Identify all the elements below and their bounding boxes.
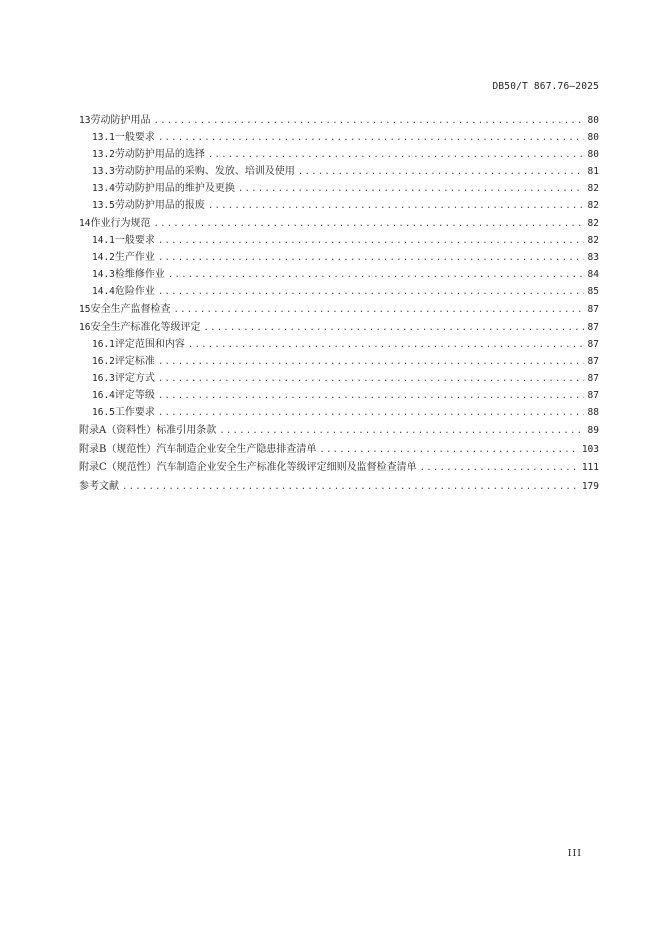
toc-dot-leader [158, 233, 584, 250]
toc-entry-number: 14.1 [92, 234, 115, 246]
toc-entry[interactable] [79, 423, 599, 440]
toc-entry-page: 80 [587, 131, 599, 143]
toc-entry-number: 13 [79, 115, 91, 126]
toc-entry[interactable] [79, 405, 599, 422]
toc-dot-leader [158, 388, 584, 405]
toc-entry-page: 82 [587, 182, 599, 194]
toc-dot-leader [158, 354, 584, 371]
toc-entry[interactable] [79, 320, 599, 337]
toc-entry-title: 标准引用条款 [156, 425, 217, 437]
toc-entry[interactable] [79, 337, 599, 354]
toc-entry[interactable] [79, 147, 599, 164]
toc-entry-title: 劳动防护用品的报废 [114, 199, 205, 211]
toc-entry-page: 87 [587, 373, 599, 385]
toc-dot-leader [122, 479, 579, 496]
toc-entry-title: 危险作业 [114, 285, 155, 297]
toc-entry-title: 劳动防护用品的采购、发放、培训及使用 [114, 165, 295, 177]
toc-entry-page: 87 [587, 356, 599, 368]
document-code: DB50/T 867.76—2025 [492, 81, 599, 92]
toc-dot-leader [420, 460, 579, 477]
toc-entry[interactable] [79, 371, 599, 388]
toc-entry-title: 检维修作业 [114, 268, 165, 280]
toc-dot-leader [158, 130, 584, 147]
toc-entry-number: 附录C（规范性） [79, 462, 157, 474]
toc-dot-leader [208, 198, 584, 215]
toc-entry[interactable] [79, 198, 599, 215]
toc-entry-page: 88 [587, 406, 599, 418]
table-of-contents [79, 113, 599, 495]
toc-entry-page: 85 [587, 285, 599, 297]
toc-entry-title: 汽车制造企业安全生产隐患排查清单 [156, 443, 317, 455]
toc-entry-title: 安全生产监督检查 [90, 303, 171, 315]
toc-entry-page: 103 [581, 443, 599, 455]
toc-entry-title: 一般要求 [114, 131, 155, 143]
toc-entry-number: 13.2 [92, 148, 115, 160]
toc-dot-leader [319, 442, 578, 459]
toc-entry[interactable] [79, 284, 599, 301]
toc-entry-page: 83 [587, 251, 599, 263]
toc-entry[interactable] [79, 302, 599, 319]
toc-entry-title: 参考文献 [79, 480, 119, 492]
toc-entry-number: 16.1 [92, 339, 115, 351]
toc-entry[interactable] [79, 388, 599, 405]
toc-entry-number: 15 [79, 303, 91, 315]
toc-entry[interactable] [79, 113, 599, 130]
toc-dot-leader [238, 181, 584, 198]
toc-entry-number: 16 [79, 322, 91, 334]
toc-entry-title: 工作要求 [114, 406, 155, 418]
toc-dot-leader [208, 147, 584, 164]
toc-entry-page: 87 [587, 322, 599, 334]
toc-entry[interactable] [79, 479, 599, 496]
toc-entry-title: 安全生产标准化等级评定 [90, 322, 201, 334]
toc-entry-page: 82 [587, 199, 599, 211]
toc-entry-number: 14 [79, 217, 91, 229]
toc-entry-number: 14.3 [92, 268, 115, 280]
toc-dot-leader [158, 284, 584, 301]
toc-entry-number: 13.1 [92, 131, 115, 143]
toc-entry-page: 179 [581, 480, 599, 492]
toc-dot-leader [158, 371, 584, 388]
toc-entry[interactable] [79, 460, 599, 477]
toc-dot-leader [203, 320, 584, 337]
toc-entry-number: 13.5 [92, 199, 115, 211]
toc-entry-number: 附录A（资料性） [79, 425, 157, 437]
toc-entry-page: 84 [587, 268, 599, 280]
toc-entry-number: 14.2 [92, 251, 115, 263]
toc-dot-leader [153, 113, 584, 130]
toc-entry-title: 评定等级 [114, 390, 155, 401]
toc-entry[interactable] [79, 442, 599, 459]
toc-entry-title: 作业行为规范 [90, 217, 151, 229]
toc-entry-page: 82 [587, 217, 599, 229]
toc-dot-leader [158, 405, 584, 422]
toc-entry[interactable] [79, 181, 599, 198]
toc-entry-number: 13.4 [92, 182, 115, 194]
toc-dot-leader [298, 164, 584, 181]
toc-entry[interactable] [79, 130, 599, 147]
toc-entry-page: 89 [587, 425, 599, 437]
toc-entry-number: 16.3 [92, 373, 115, 385]
toc-entry[interactable] [79, 216, 599, 233]
toc-dot-leader [153, 216, 584, 233]
toc-dot-leader [158, 250, 584, 267]
toc-dot-leader [188, 337, 584, 354]
toc-entry[interactable] [79, 233, 599, 250]
page-number: III [567, 848, 582, 859]
toc-entry-page: 80 [587, 115, 599, 126]
toc-entry[interactable] [79, 250, 599, 267]
toc-entry-title: 生产作业 [114, 251, 155, 263]
toc-entry-number: 16.2 [92, 356, 115, 368]
toc-dot-leader [219, 423, 584, 440]
toc-entry[interactable] [79, 267, 599, 284]
toc-entry-title: 劳动防护用品的选择 [114, 148, 205, 160]
toc-entry-title: 评定方式 [114, 373, 155, 385]
toc-entry-title: 评定范围和内容 [114, 339, 185, 351]
toc-entry-number: 附录B（规范性） [79, 443, 157, 455]
toc-entry-title: 劳动防护用品 [90, 115, 151, 126]
toc-entry-number: 14.4 [92, 285, 115, 297]
toc-entry-page: 82 [587, 234, 599, 246]
toc-entry[interactable] [79, 354, 599, 371]
toc-entry-title: 评定标准 [114, 356, 155, 368]
toc-entry[interactable] [79, 164, 599, 181]
toc-entry-page: 87 [587, 339, 599, 351]
toc-entry-title: 劳动防护用品的维护及更换 [114, 182, 235, 194]
toc-entry-title: 汽车制造企业安全生产标准化等级评定细则及监督检查清单 [156, 462, 417, 474]
toc-entry-page: 87 [587, 303, 599, 315]
toc-entry-page: 80 [587, 148, 599, 160]
toc-entry-number: 16.4 [92, 390, 115, 401]
toc-entry-page: 87 [587, 390, 599, 401]
toc-entry-page: 111 [581, 462, 599, 474]
toc-entry-page: 81 [587, 165, 599, 177]
toc-entry-number: 16.5 [92, 406, 115, 418]
toc-entry-title: 一般要求 [114, 234, 155, 246]
toc-dot-leader [173, 302, 584, 319]
toc-dot-leader [168, 267, 584, 284]
toc-entry-number: 13.3 [92, 165, 115, 177]
